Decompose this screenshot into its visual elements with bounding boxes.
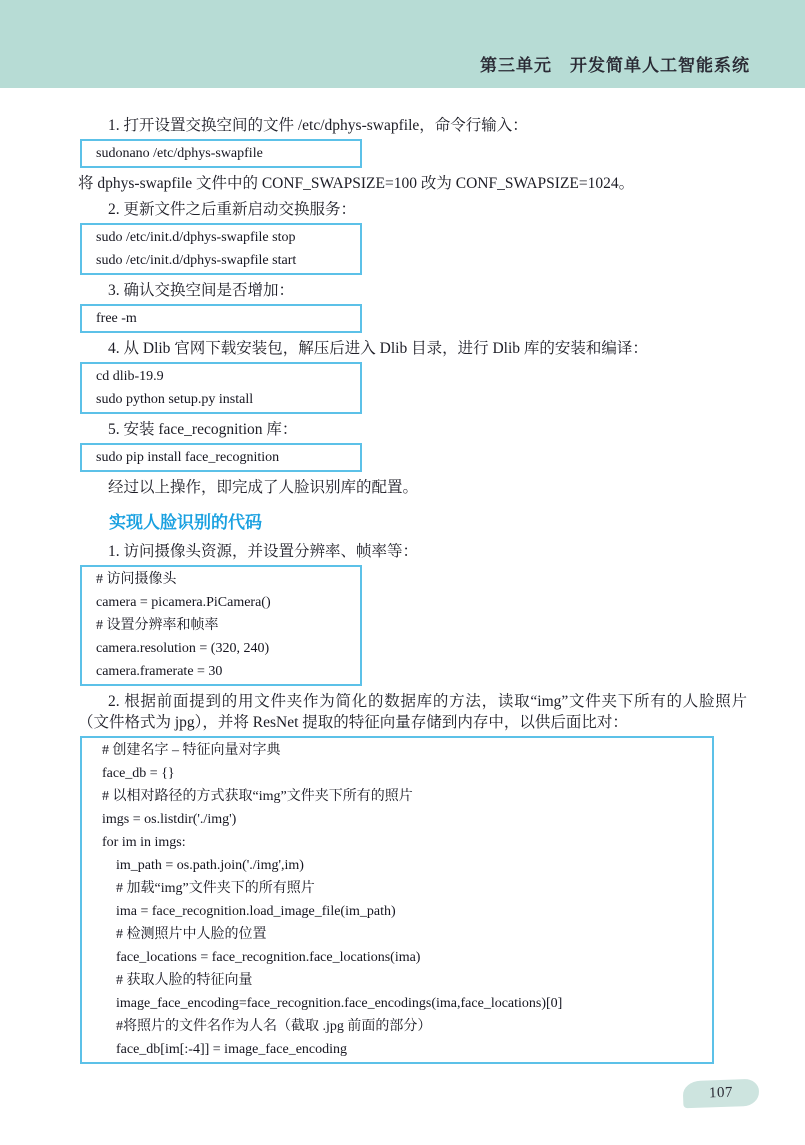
code-line: # 获取人脸的特征向量	[102, 973, 253, 988]
code-line: # 以相对路径的方式获取“img”文件夹下所有的照片	[102, 789, 413, 804]
page-header-band	[0, 0, 805, 88]
code-line: camera.framerate = 30	[96, 664, 223, 679]
code-line: face_locations = face_recognition.face_locations(ima)	[102, 950, 421, 965]
code-block-pip-install	[80, 443, 362, 472]
section-heading-face-recognition-code: 实现人脸识别的代码	[109, 513, 262, 532]
code-line: # 加载“img”文件夹下的所有照片	[102, 881, 315, 896]
code-line: face_db[im[:-4]] = image_face_encoding	[102, 1042, 348, 1057]
config-done-text: 经过以上操作，即完成了人脸识别库的配置。	[108, 479, 419, 496]
step-5-text: 5. 安装 face_recognition 库：	[108, 421, 298, 438]
code-line: # 访问摄像头	[96, 572, 177, 587]
camera-step-text: 1. 访问摄像头资源，并设置分辨率、帧率等：	[108, 543, 419, 560]
code-line: sudo /etc/init.d/dphys-swapfile stop	[96, 230, 296, 245]
code-line: ima = face_recognition.load_image_file(im_path)	[102, 904, 396, 919]
page-number-badge	[683, 1079, 760, 1109]
code-line: for im in imgs:	[102, 835, 186, 850]
code-line: imgs = os.listdir('./img')	[102, 812, 237, 827]
code-line: face_db = {}	[102, 766, 175, 781]
code-block-dlib-install	[80, 362, 362, 414]
step-1-text: 1. 打开设置交换空间的文件 /etc/dphys-swapfile，命令行输入：	[108, 117, 528, 134]
code-line: sudo python setup.py install	[96, 392, 254, 407]
code-block-face-db	[80, 736, 714, 1064]
step-3-text: 3. 确认交换空间是否增加：	[108, 282, 295, 299]
code-block-swapfile-open	[80, 139, 362, 168]
swapsize-note-text: 将 dphys-swapfile 文件中的 CONF_SWAPSIZE=100 改为 CONF_SWAPSIZE=1024。	[78, 175, 635, 192]
code-line: camera = picamera.PiCamera()	[96, 595, 271, 610]
code-line: # 创建名字 – 特征向量对字典	[102, 743, 281, 758]
code-line: # 设置分辨率和帧率	[96, 618, 219, 633]
code-line: sudo /etc/init.d/dphys-swapfile start	[96, 253, 297, 268]
code-block-free-m	[80, 304, 362, 333]
code-line: #将照片的文件名作为人名（截取 .jpg 前面的部分）	[102, 1019, 432, 1034]
step-2-text: 2. 更新文件之后重新启动交换服务：	[108, 201, 357, 218]
chapter-title: 第三单元 开发简单人工智能系统	[480, 56, 750, 75]
page-number: 107	[708, 1084, 734, 1102]
code-line: camera.resolution = (320, 240)	[96, 641, 270, 656]
face-db-step-text: 2. 根据前面提到的用文件夹作为简化的数据库的方法，读取“img”文件夹下所有的人脸照片（文件格式为 jpg），并将 ResNet 提取的特征向量存储到内存中，以供后面比对：	[78, 693, 747, 731]
code-line: cd dlib-19.9	[96, 369, 164, 384]
code-line: free -m	[96, 311, 137, 326]
code-line: im_path = os.path.join('./img',im)	[102, 858, 304, 873]
code-line: sudonano /etc/dphys-swapfile	[96, 146, 263, 161]
step-4-text: 4. 从 Dlib 官网下载安装包，解压后进入 Dlib 目录，进行 Dlib 库的安装和编译：	[108, 340, 648, 357]
code-line: sudo pip install face_recognition	[96, 450, 280, 465]
code-block-swap-restart	[80, 223, 362, 275]
code-line: # 检测照片中人脸的位置	[102, 927, 267, 942]
code-line: image_face_encoding=face_recognition.face_encodings(ima,face_locations)[0]	[102, 996, 563, 1011]
page-content	[0, 88, 805, 1064]
code-block-camera-setup	[80, 565, 362, 686]
